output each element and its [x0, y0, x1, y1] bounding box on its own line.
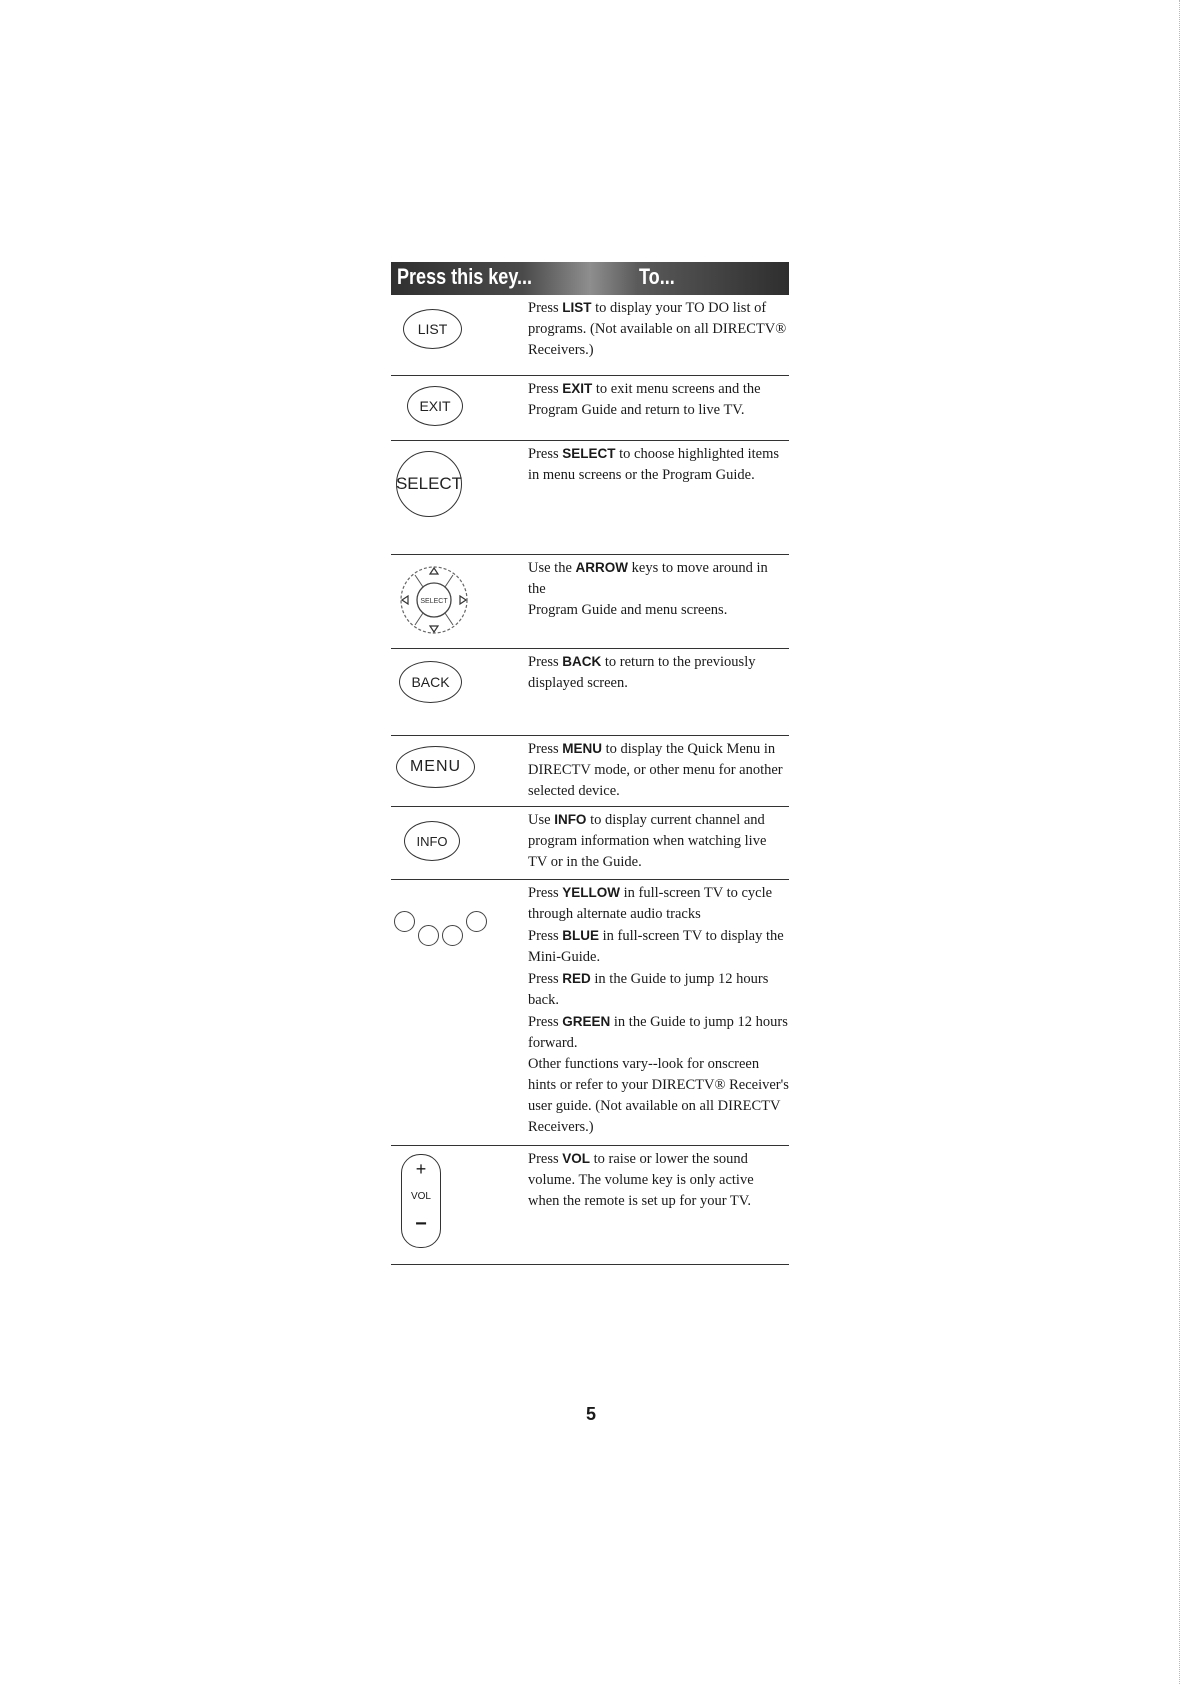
description-line [528, 600, 789, 621]
description-line [528, 443, 789, 465]
description-text: Press [528, 928, 563, 944]
key-function-table [391, 262, 789, 1268]
description-line [528, 297, 789, 319]
description-line [528, 781, 789, 802]
row-description [528, 649, 789, 694]
description-text: to display the Quick Menu in [602, 741, 776, 757]
directional-pad-icon [393, 557, 493, 647]
description-text: Receivers.) [528, 1119, 594, 1135]
key-name: LIST [562, 300, 592, 315]
scan-edge-line [1179, 0, 1181, 1684]
row-info: INFO Use INFO to display current channel and program information when watching live TV or in the Guide. [391, 806, 789, 879]
description-text: to display your TO DO list of [591, 300, 767, 316]
key-name: EXIT [562, 381, 593, 396]
description-text: TV or in the Guide. [528, 854, 642, 870]
description-line [528, 1148, 789, 1170]
key-name: GREEN [562, 1014, 611, 1029]
description-text: Press [528, 885, 563, 901]
description-text: Press [528, 1014, 563, 1030]
description-line [528, 968, 789, 990]
description-text: Press [528, 1151, 563, 1167]
green-key-icon [466, 911, 487, 932]
row-description [528, 880, 789, 1138]
description-text: selected device. [528, 783, 620, 799]
key-name: YELLOW [562, 885, 620, 900]
description-text: to raise or lower the sound [590, 1151, 748, 1167]
key-name: BLUE [562, 928, 599, 943]
description-text: to return to the previously [601, 654, 756, 670]
description-line [528, 1191, 789, 1212]
header-press-this-key: Press this key... [397, 264, 533, 289]
description-text: program information when watching live [528, 833, 767, 849]
table-bottom-rule [391, 1264, 789, 1265]
description-text: to exit menu screens and the [592, 381, 761, 397]
page-number: 5 [586, 1404, 597, 1424]
description-line [528, 760, 789, 781]
description-text: in full-screen TV to cycle [620, 885, 773, 901]
key-name: ARROW [575, 560, 629, 575]
blue-key-icon [418, 925, 439, 946]
description-text: Press [528, 446, 563, 462]
description-text: programs. (Not available on all DIRECTV® [528, 321, 787, 337]
description-line [528, 1033, 789, 1054]
key-name: SELECT [562, 446, 616, 461]
description-text: Receivers.) [528, 342, 594, 358]
row-color-keys [391, 879, 789, 1145]
description-line [528, 947, 789, 968]
description-text: in the Guide to jump 12 hours [610, 1014, 788, 1030]
row-description [528, 736, 789, 802]
description-line [528, 400, 789, 421]
description-text: back. [528, 992, 559, 1008]
description-text: to display current channel and [586, 812, 765, 828]
description-line [528, 990, 789, 1011]
svg-text:SELECT: SELECT [420, 598, 448, 605]
description-line [528, 882, 789, 904]
description-text: in the Guide to jump 12 hours [590, 971, 769, 987]
row-description [528, 807, 789, 873]
key-name: RED [562, 971, 591, 986]
row-arrow [391, 554, 789, 648]
description-text: hints or refer to your DIRECTV® Receiver's [528, 1077, 789, 1093]
description-text: when the remote is set up for your TV. [528, 1193, 751, 1209]
description-text: Use the [528, 560, 576, 576]
description-text: Press [528, 741, 563, 757]
volume-rocker-icon: + VOL − [401, 1154, 441, 1248]
description-text: keys to move around in the [528, 560, 768, 597]
description-line [528, 1075, 789, 1096]
row-description [528, 376, 789, 421]
description-line [528, 1096, 789, 1117]
description-text: Use [528, 812, 555, 828]
row-back: BACK Press BACK to return to the previously displayed screen. [391, 648, 789, 735]
description-text: Other functions vary--look for onscreen [528, 1056, 760, 1072]
row-description [528, 555, 789, 621]
row-list: LIST Press LIST to display your TO DO list of programs. (Not available on all DIRECTV® Receivers.) [391, 295, 789, 375]
row-description [528, 295, 789, 361]
description-text: Mini-Guide. [528, 949, 601, 965]
description-text: user guide. (Not available on all DIRECTV [528, 1098, 781, 1114]
description-line [528, 809, 789, 831]
description-line [528, 1011, 789, 1033]
description-text: in full-screen TV to display the [599, 928, 784, 944]
description-text: volume. The volume key is only active [528, 1172, 754, 1188]
key-name: INFO [554, 812, 587, 827]
description-line [528, 738, 789, 760]
description-text: Press [528, 654, 563, 670]
description-text: forward. [528, 1035, 578, 1051]
row-menu: MENU Press MENU to display the Quick Menu in DIRECTV mode, or other menu for another selected device. [391, 735, 789, 806]
description-line [528, 831, 789, 852]
description-text: Press [528, 300, 563, 316]
row-select: SELECT Press SELECT to choose highlighted items in menu screens or the Program Guide. [391, 440, 789, 554]
header-to: To... [639, 264, 675, 289]
description-line [528, 557, 789, 600]
row-exit: EXIT Press EXIT to exit menu screens and the Program Guide and return to live TV. [391, 375, 789, 440]
description-line [528, 1170, 789, 1191]
description-text: Program Guide and return to live TV. [528, 402, 745, 418]
description-line [528, 319, 789, 340]
description-text: to choose highlighted items [615, 446, 780, 462]
row-description [528, 1146, 789, 1212]
description-text: in menu screens or the Program Guide. [528, 467, 755, 483]
description-line [528, 340, 789, 361]
description-line [528, 1054, 789, 1075]
yellow-key-icon [394, 911, 415, 932]
description-line [528, 465, 789, 486]
key-name: MENU [562, 741, 602, 756]
description-text: Program Guide and menu screens. [528, 602, 728, 618]
description-line [528, 378, 789, 400]
description-line [528, 852, 789, 873]
table-header [391, 262, 789, 295]
row-vol [391, 1145, 789, 1268]
row-description [528, 441, 789, 486]
description-line [528, 925, 789, 947]
description-text: Press [528, 381, 563, 397]
red-key-icon [442, 925, 463, 946]
key-name: VOL [562, 1151, 591, 1166]
description-line [528, 1117, 789, 1138]
description-line [528, 904, 789, 925]
key-name: BACK [562, 654, 602, 669]
description-text: DIRECTV mode, or other menu for another [528, 762, 783, 778]
description-line [528, 651, 789, 673]
description-text: Press [528, 971, 563, 987]
description-text: through alternate audio tracks [528, 906, 701, 922]
description-text: displayed screen. [528, 675, 628, 691]
description-line [528, 673, 789, 694]
